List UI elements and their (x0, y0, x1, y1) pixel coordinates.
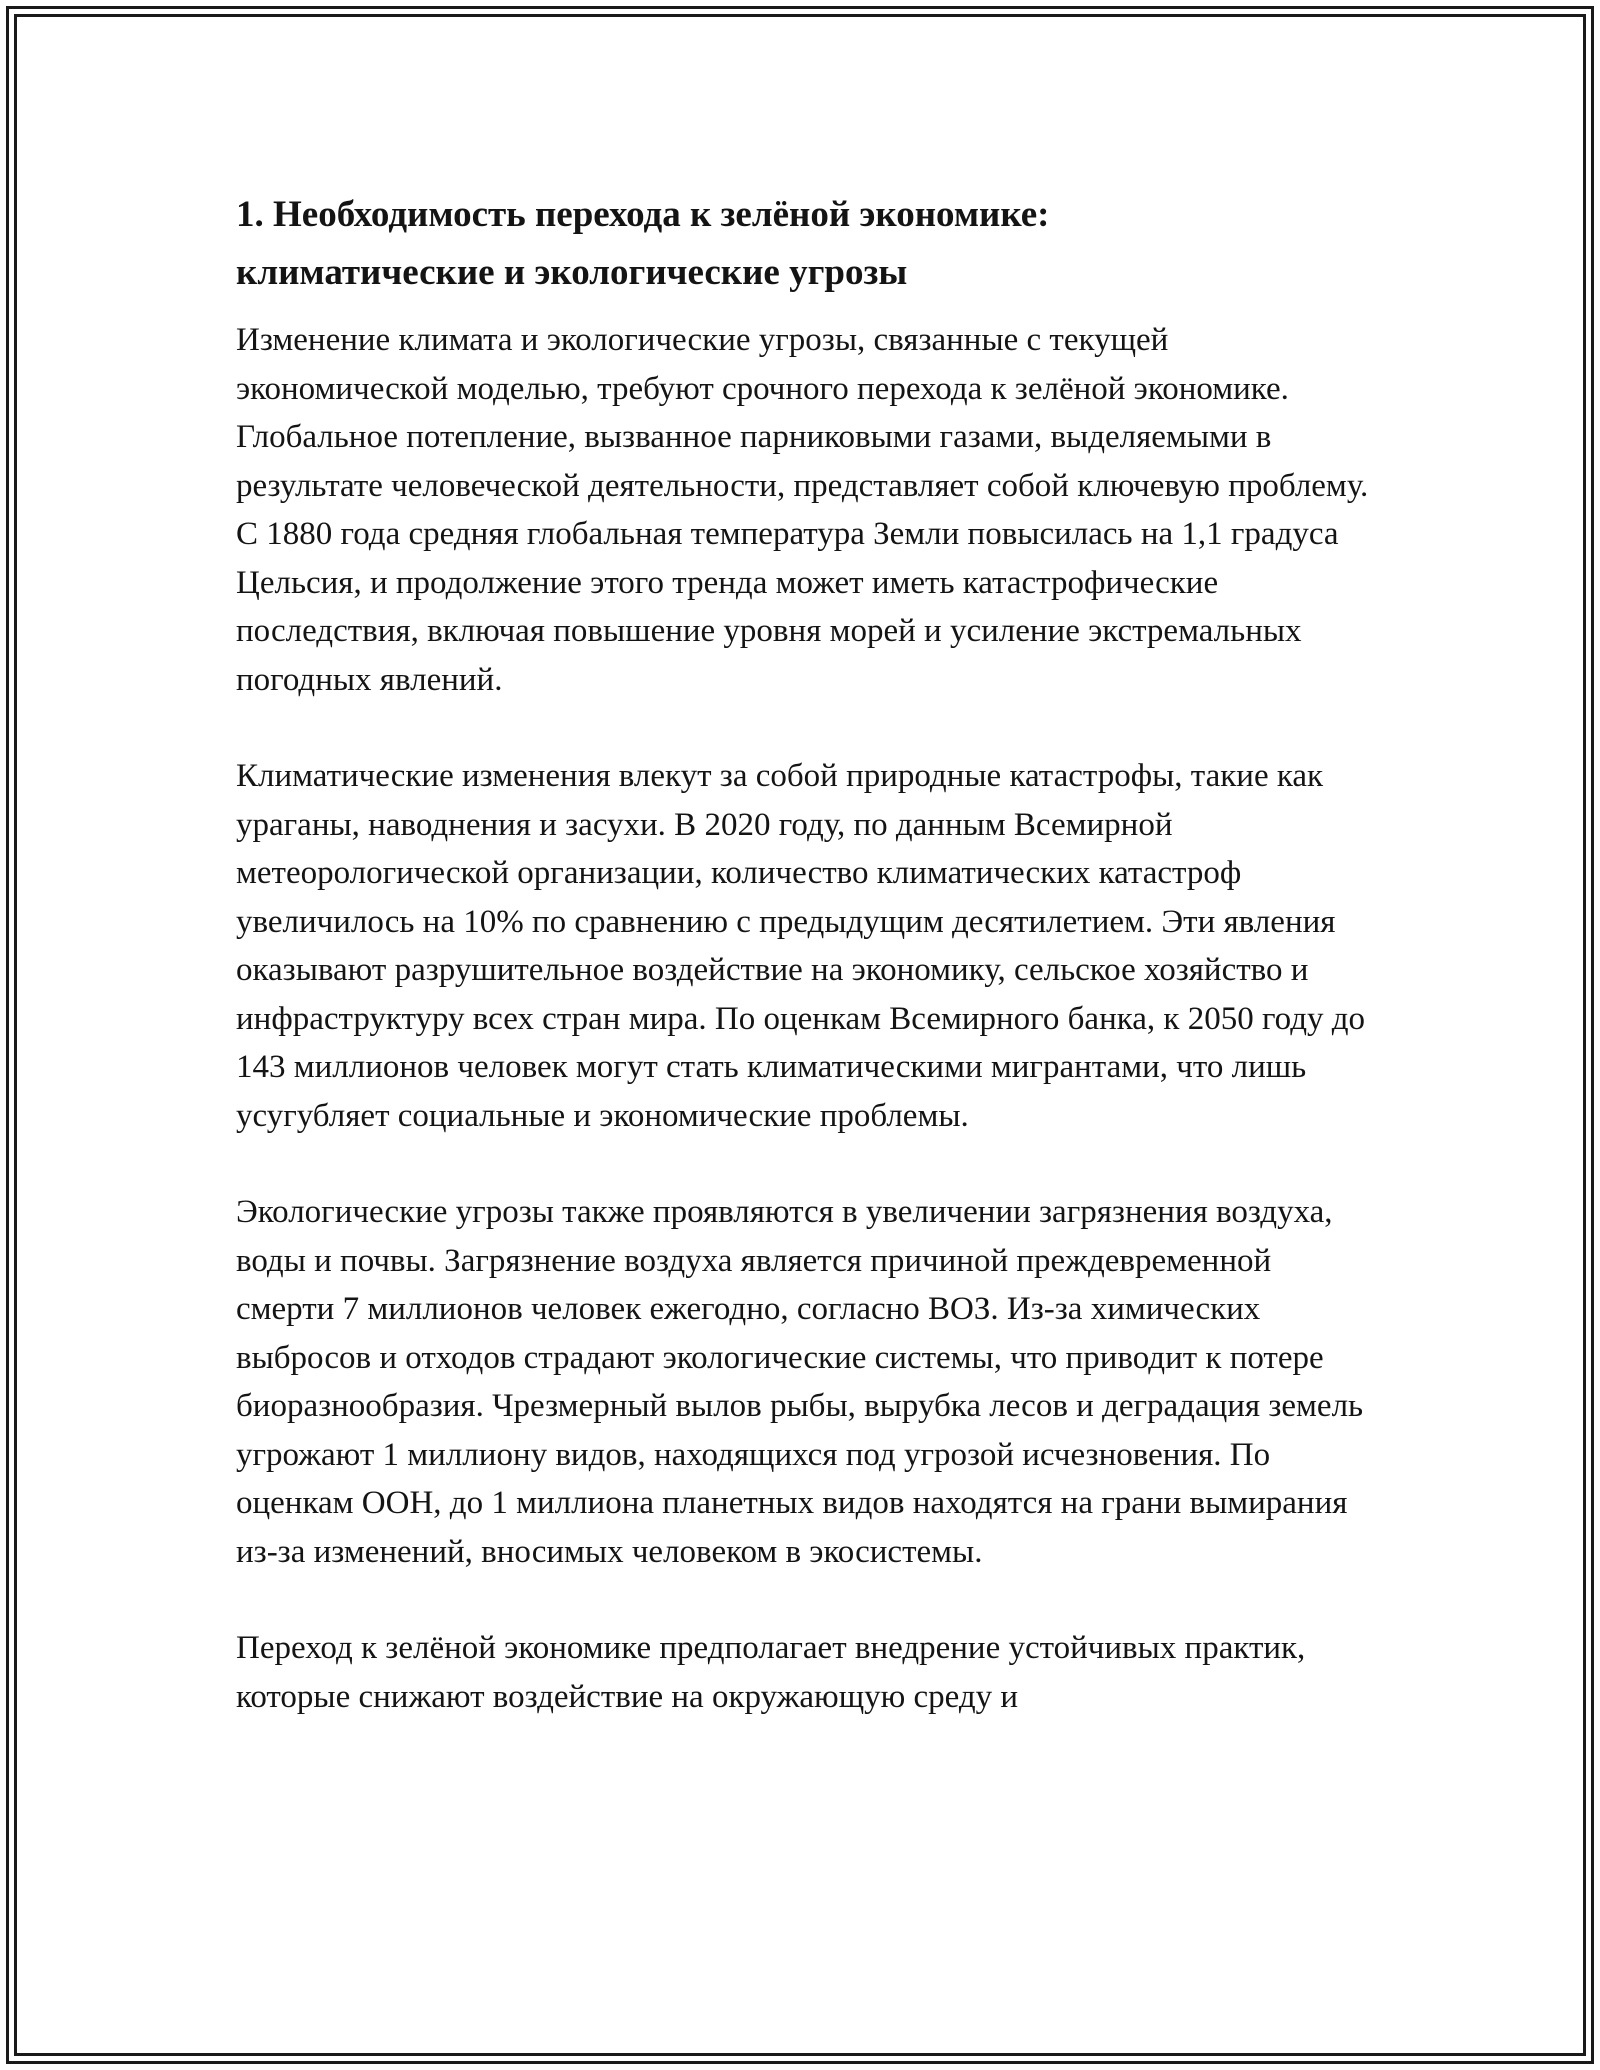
paragraph-climate-change: Изменение климата и экологические угрозы, связанные с текущей экономической моделью, требуют срочного перехода к зелёной экономике. Глобальное потепление, вызванное парниковыми газами, выделяемыми в результате человеческой деятельности, представляет собой ключевую проблему. С 1880 года средняя глобальная температура Земли повысилась на 1,1 градуса Цельсия, и продолжение этого тренда может иметь катастрофические последствия, включая повышение уровня морей и усиление экстремальных погодных явлений. (236, 322, 1369, 698)
section-heading: 1. Необходимость перехода к зелёной экономике: климатические и экологические угрозы (236, 194, 1050, 293)
paragraph-ecological-threats: Экологические угрозы также проявляются в увеличении загрязнения воздуха, воды и почвы. Загрязнение воздуха является причиной преждевременной смерти 7 миллионов человек ежегодно, согласно ВОЗ. Из-за химических выбросов и отходов страдают экологические системы, что приводит к потере биоразнообразия. Чрезмерный вылов рыбы, вырубка лесов и деградация земель угрожают 1 миллиону видов, находящихся под угрозой исчезновения. По оценкам ООН, до 1 миллиона планетных видов находятся на грани вымирания из-за изменений, вносимых человеком в экосистемы. (236, 1194, 1364, 1570)
paragraph-natural-disasters: Климатические изменения влекут за собой природные катастрофы, такие как ураганы, наводнения и засухи. В 2020 году, по данным Всемирной метеорологической организации, количество климатических катастроф увеличилось на 10% по сравнению с предыдущим десятилетием. Эти явления оказывают разрушительное воздействие на экономику, сельское хозяйство и инфраструктуру всех стран мира. По оценкам Всемирного банка, к 2050 году до 143 миллионов человек могут стать климатическими мигрантами, что лишь усугубляет социальные и экономические проблемы. (236, 758, 1366, 1134)
paragraph-green-transition: Переход к зелёной экономике предполагает внедрение устойчивых практик, которые снижают воздействие на окружающую среду и (236, 1630, 1306, 1715)
document-page (236, 186, 1376, 1769)
